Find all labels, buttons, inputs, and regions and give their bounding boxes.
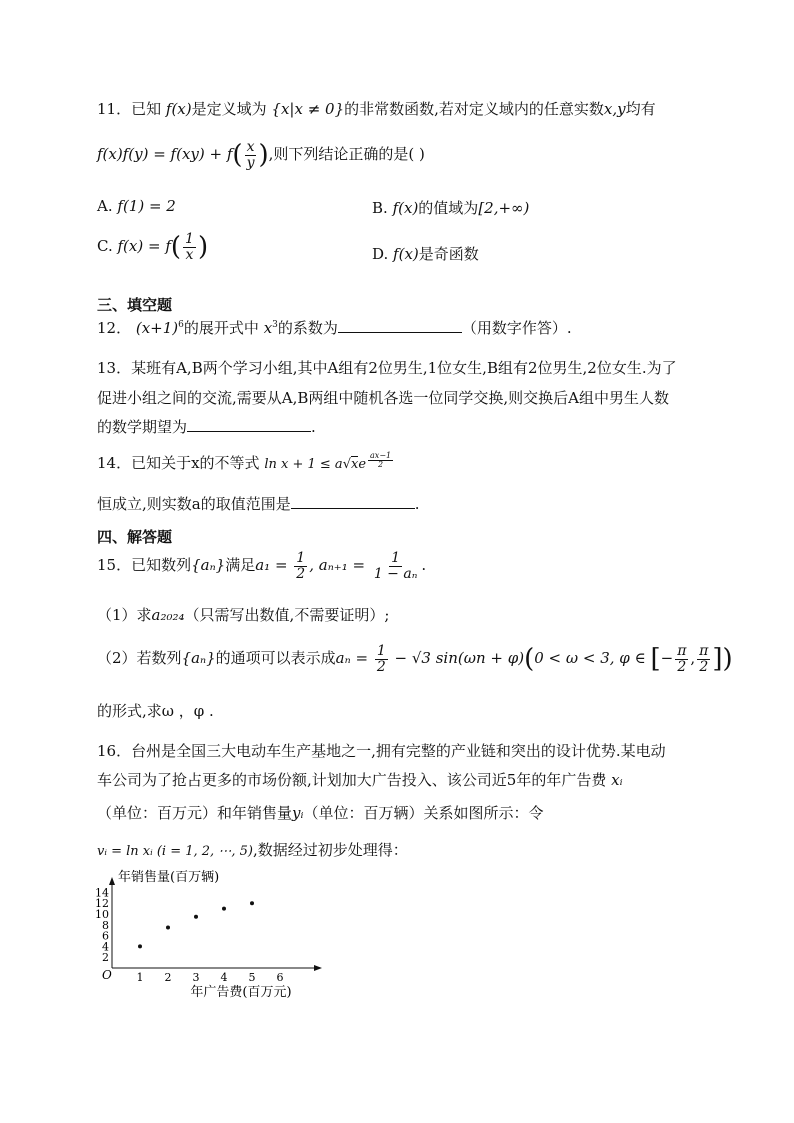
q13-line3: 的数学期望为 . — [97, 418, 316, 436]
y-axis-arrow — [109, 877, 115, 885]
q15-line1: 15．已知数列{aₙ}满足a₁ = $\frac{1}{2}$ , aₙ₊₁ = $\frac{1}{\text{1 − aₙ}}$ . — [97, 550, 427, 582]
q11-text1a: 已知 — [131, 100, 162, 118]
x-tick-label: 6 — [276, 971, 284, 984]
q11-equation: f(x)f(y) = f(xy) + f — [97, 145, 233, 164]
q11-line2: f(x)f(y) = f(xy) + f( $\frac{x}{y}$ ),则下列结论正确的是( ) — [97, 139, 425, 171]
q11-text2: ,则下列结论正确的是( ) — [268, 145, 425, 164]
q16-line4: vᵢ = ln xᵢ (i = 1, 2, ⋯, 5),数据经过初步处理得： — [97, 841, 408, 859]
x-axis-arrow — [314, 965, 322, 971]
q11-func: f(x) — [165, 100, 192, 118]
q16-line1: 16．台州是全国三大电动车生产基地之一,拥有完整的产业链和突出的设计优势.某电动 — [97, 742, 666, 760]
q11-frac: $\frac{x}{y}$ — [246, 139, 255, 171]
q11-number: 11． — [97, 100, 132, 118]
data-point — [222, 907, 226, 911]
q14-line2: 恒成立,则实数a的取值范围是 . — [97, 495, 420, 513]
q13-answer-blank[interactable] — [187, 431, 311, 432]
y-tick-label: 10 — [95, 908, 109, 921]
x-tick-label: 5 — [248, 971, 256, 984]
q11-text1c: 的非常数函数,若对定义域内的任意实数 — [344, 100, 604, 118]
origin-label: O — [102, 968, 112, 982]
q13-line1: 13．某班有A,B两个学习小组,其中A组有2位男生,1位女生,B组有2位男生,2位女生.为了 — [97, 359, 677, 377]
q12-answer-blank[interactable] — [338, 332, 462, 333]
x-axis-label: 年广告费(百万元) — [190, 985, 292, 1000]
section-solution: 四、解答题 — [97, 528, 173, 546]
q11-text1d: 均有 — [625, 100, 656, 118]
y-axis-label: 年销售量(百万辆) — [118, 870, 220, 885]
q14-answer-blank[interactable] — [291, 508, 415, 509]
data-point — [194, 915, 198, 919]
q11-domain: {x|x ≠ 0} — [271, 100, 345, 118]
q11-vars: x,y — [603, 100, 626, 118]
data-point — [138, 944, 142, 948]
data-point — [250, 901, 254, 905]
data-point — [166, 926, 170, 930]
y-tick-label: 8 — [102, 918, 109, 932]
q15-part2: （2）若数列{aₙ}的通项可以表示成aₙ = $\frac{1}{2}$ − √3 sin(ωn + φ)(0 < ω < 3, φ ∈ [− $\frac{\pi}{2}$ , $\frac{\pi}{2}$ ]) — [97, 643, 733, 675]
x-tick-label: 4 — [220, 971, 228, 984]
q11-optB: B. f(x)的值域为[2,+∞) — [372, 199, 530, 217]
x-tick-label: 3 — [192, 971, 200, 984]
x-tick-label: 1 — [136, 971, 144, 984]
x-tick-label: 2 — [164, 971, 172, 984]
q12: 12． $(x+1)^6$的展开式中 $x^3$的系数为 （用数字作答）. — [97, 319, 572, 337]
q15-tail: 的形式,求ω ，φ . — [97, 702, 214, 720]
q11-optC: C. f(x) = f( $\frac{1}{x}$ ) — [97, 231, 209, 263]
q14-line1: 14．已知关于x的不等式 ln x + 1 ≤ a√xe $\frac{ax-1}{2}$ — [97, 451, 392, 472]
y-tick-label: 12 — [95, 897, 109, 911]
section-fill-blank: 三、填空题 — [97, 296, 173, 314]
y-tick-label: 2 — [102, 951, 109, 965]
q11-optD: D. f(x)是奇函数 — [372, 245, 479, 263]
q15-part1: （1）求a₂₀₂₄（只需写出数值,不需要证明）; — [97, 606, 390, 624]
q16-line2: 车公司为了抢占更多的市场份额,计划加大广告投入、该公司近5年的年广告费 xᵢ — [97, 771, 623, 789]
y-tick-label: 14 — [95, 886, 109, 900]
y-tick-label: 4 — [102, 940, 109, 954]
scatter-chart — [90, 870, 350, 1000]
q11-line1 — [97, 98, 656, 119]
q13-line2: 促进小组之间的交流,需要从A,B两组中随机各选一位同学交换,则交换后A组中男生人数 — [97, 389, 669, 407]
q16-line3: （单位：百万元）和年销售量yᵢ（单位：百万辆）关系如图所示：令 — [97, 804, 544, 822]
q11-text1b: 是定义域为 — [191, 100, 267, 118]
q11-optA-expr: f(1) = 2 — [117, 197, 176, 215]
y-tick-label: 6 — [102, 929, 109, 943]
q11-optA: A. f(1) = 2 — [97, 197, 176, 215]
